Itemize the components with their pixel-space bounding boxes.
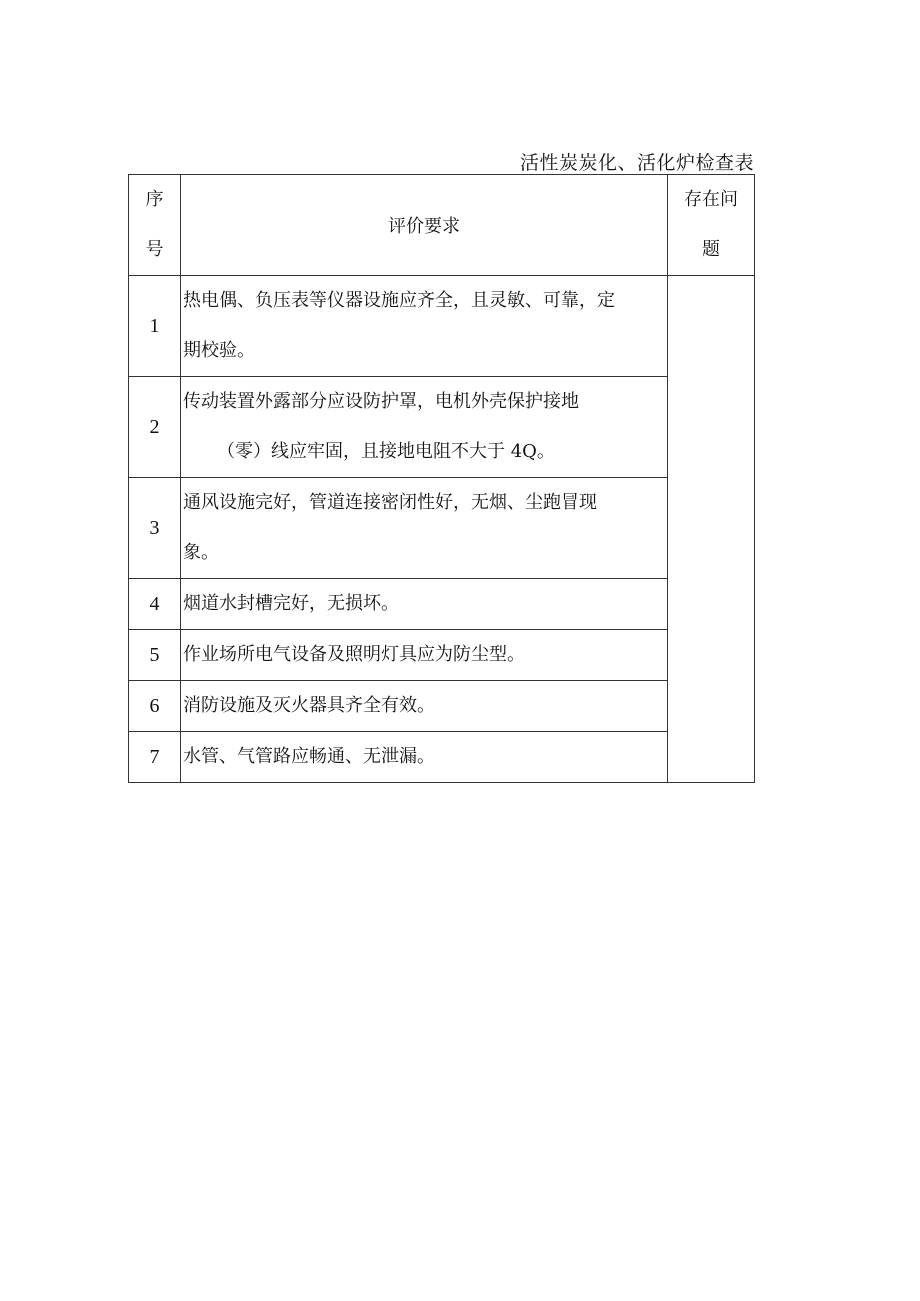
inspection-table [128,174,755,783]
row-requirement [181,276,668,377]
row-number: 1 [129,276,181,377]
row-number: 7 [129,732,181,783]
row-requirement [181,478,668,579]
requirement-line: 烟道水封槽完好，无损坏。 [183,593,399,614]
requirement-line: 通风设施完好，管道连接密闭性好，无烟、尘跑冒现 [183,492,597,513]
row-requirement [181,579,668,630]
table-row [129,630,755,681]
header-serial-line1: 序 [145,189,164,210]
requirement-line: 传动装置外露部分应设防护罩，电机外壳保护接地 [183,391,579,412]
row-number: 5 [129,630,181,681]
header-issues-line2: 题 [702,239,720,260]
row-requirement [181,732,668,783]
table-row [129,681,755,732]
header-serial-number [129,175,181,276]
header-issues [668,175,755,276]
table-row [129,732,755,783]
table-row [129,478,755,579]
requirement-line: （零）线应牢固，且接地电阻不大于 4Q。 [217,441,555,462]
header-requirement: 评价要求 [181,175,668,276]
table-row [129,579,755,630]
row-requirement [181,630,668,681]
row-requirement [181,377,668,478]
table-row [129,276,755,377]
requirement-line: 消防设施及灭火器具齐全有效。 [183,695,435,716]
issues-cell[interactable] [668,276,755,783]
row-number: 2 [129,377,181,478]
row-number: 3 [129,478,181,579]
requirement-line: 作业场所电气设备及照明灯具应为防尘型。 [183,644,525,665]
table-row [129,377,755,478]
requirement-line: 期校验。 [183,340,255,361]
requirement-line: 象。 [183,542,219,563]
header-issues-line1: 存在问 [684,189,738,210]
document-title: 活性炭炭化、活化炉检查表 [519,152,754,174]
requirement-line: 水管、气管路应畅通、无泄漏。 [183,746,435,767]
row-number: 4 [129,579,181,630]
table-header-row [129,175,755,276]
header-serial-line2: 号 [145,239,164,260]
row-number: 6 [129,681,181,732]
requirement-line: 热电偶、负压表等仪器设施应齐全，且灵敏、可靠，定 [183,290,615,311]
row-requirement [181,681,668,732]
